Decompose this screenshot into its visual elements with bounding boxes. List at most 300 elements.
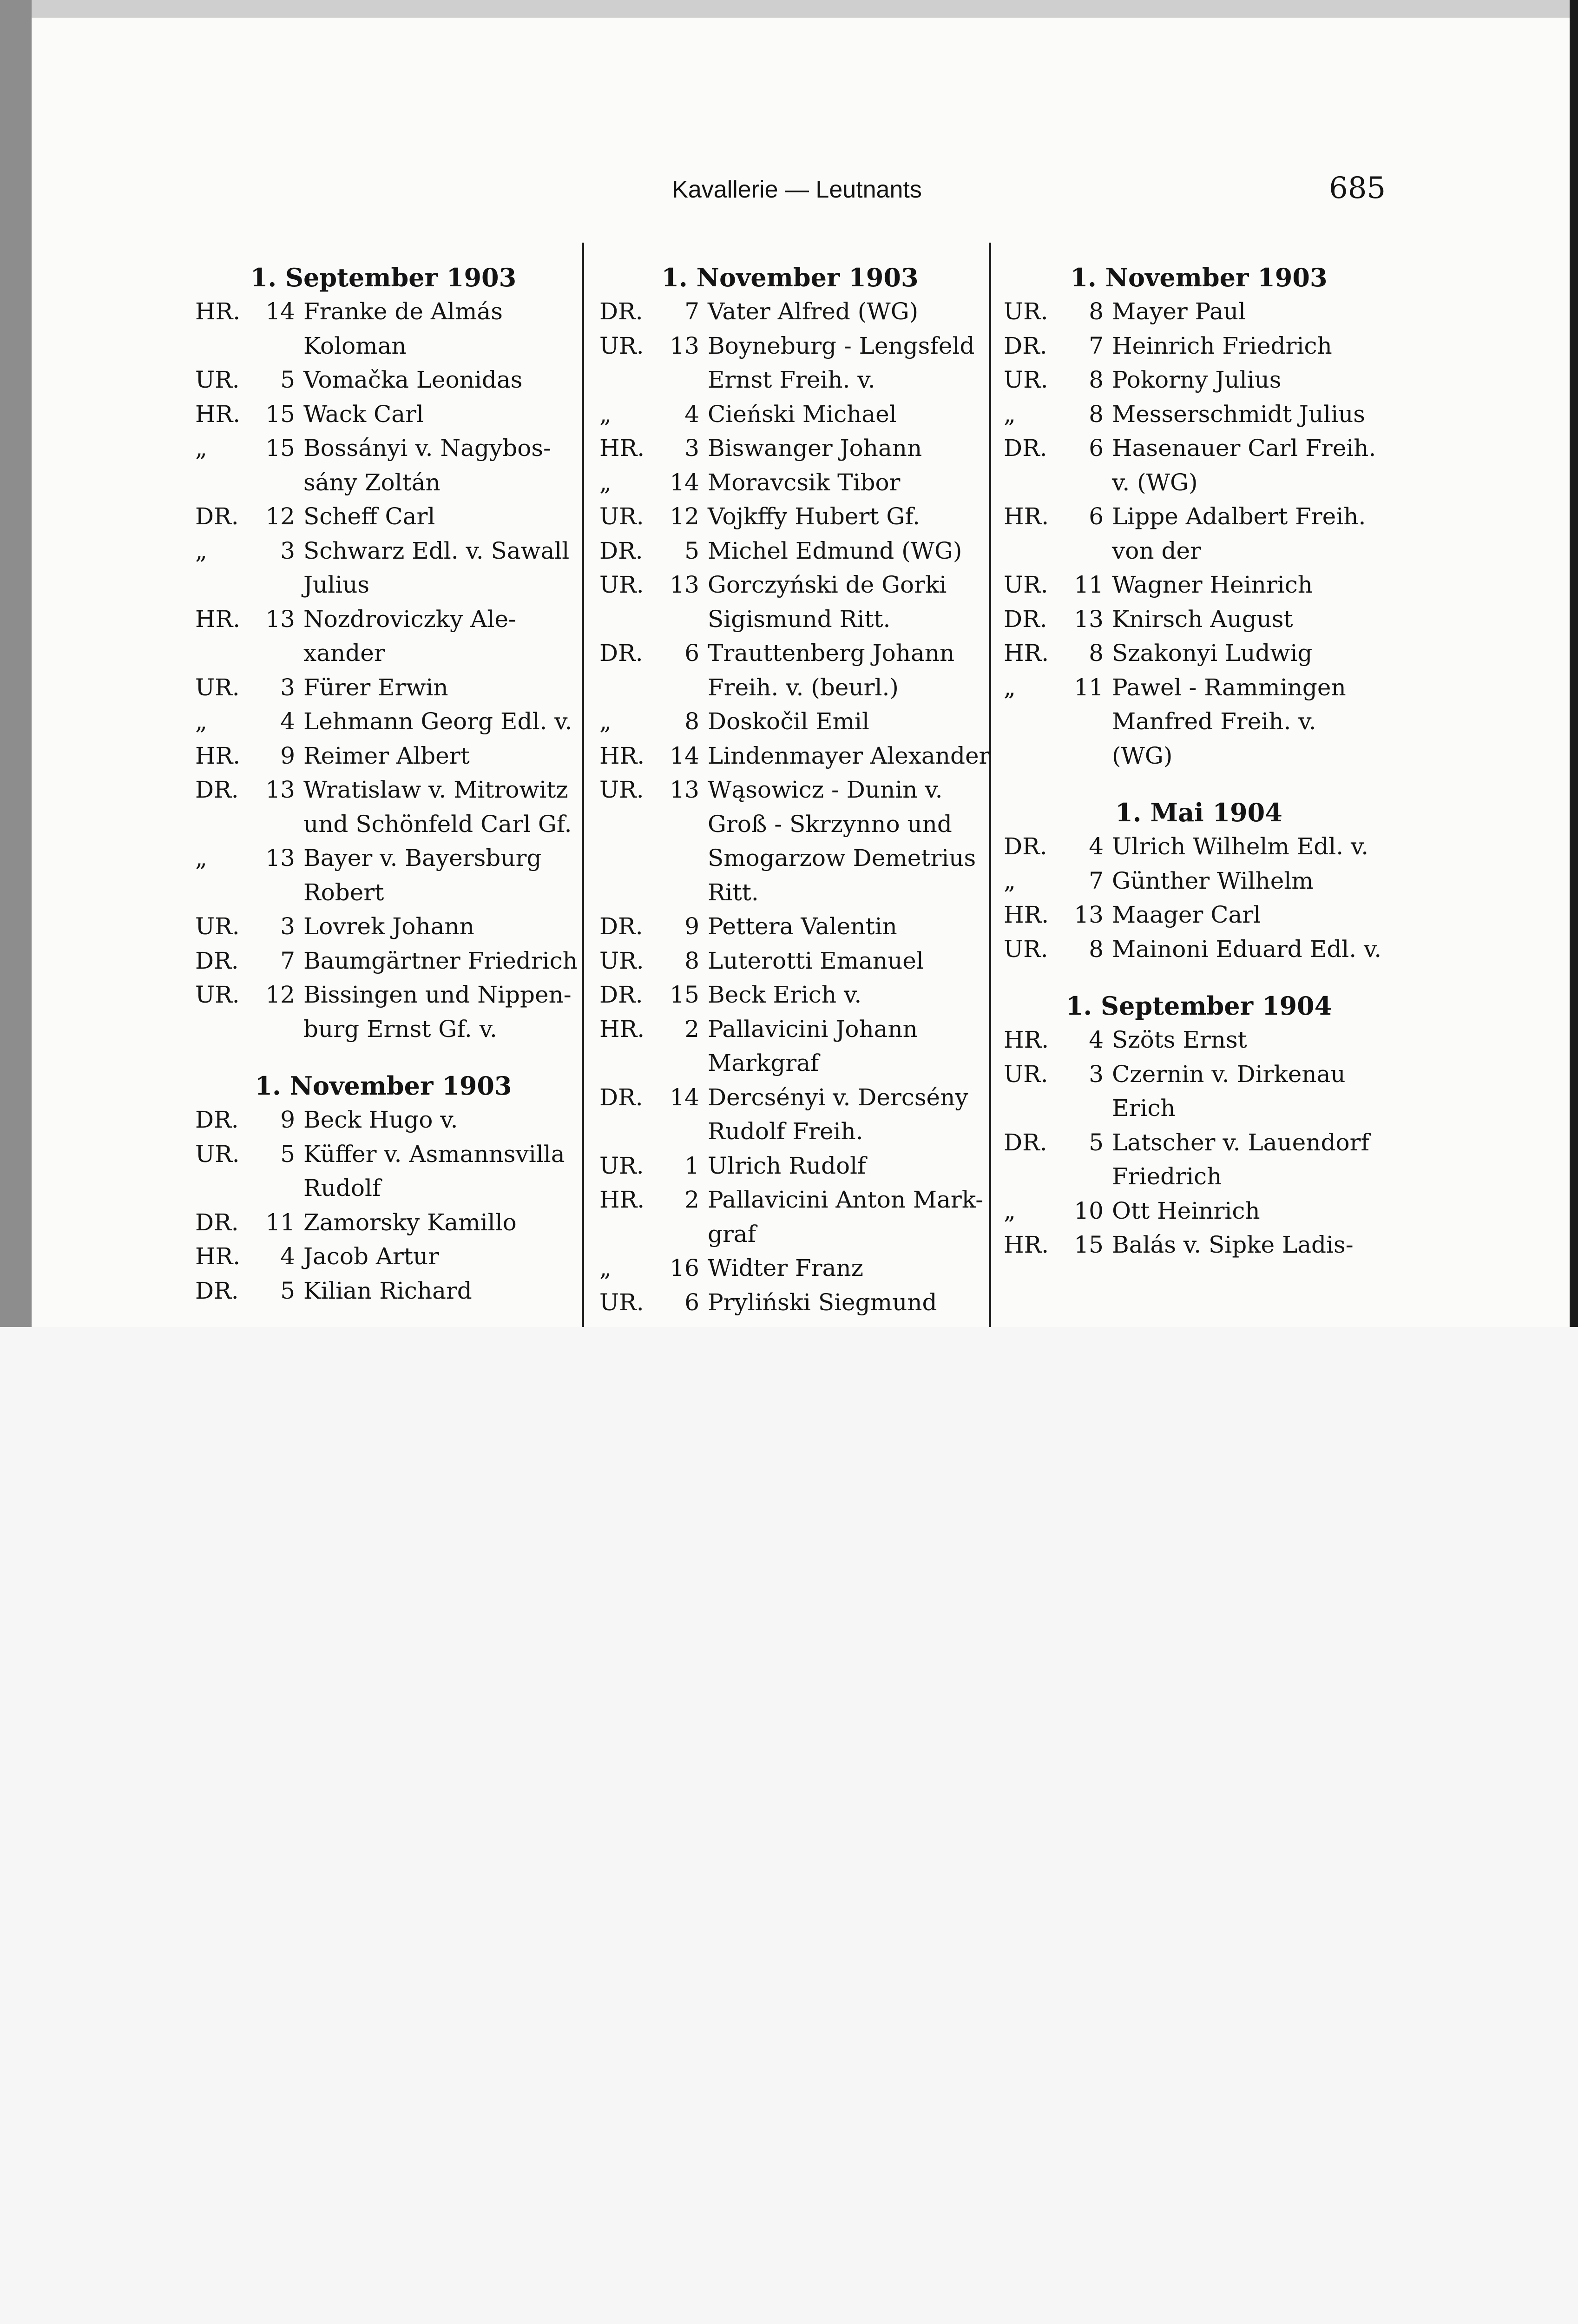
officer-entry <box>599 534 980 568</box>
regiment-number: 13 <box>670 571 699 598</box>
regiment-type: UR. <box>195 1140 240 1168</box>
scan-left-edge <box>0 0 32 1327</box>
officer-entry <box>195 739 572 773</box>
officer-name <box>303 431 572 500</box>
regiment-number: 7 <box>1089 332 1104 359</box>
name-line: Wąsowicz - Dunin v. <box>708 776 943 803</box>
column-1 <box>195 260 578 1308</box>
regiment-type: DR. <box>599 913 643 940</box>
officer-name <box>1112 1057 1394 1126</box>
regiment-type: „ <box>195 435 207 462</box>
officer-entry <box>1004 1228 1394 1262</box>
regiment-type: UR. <box>195 913 240 940</box>
name-line: Gorczyński de Gorki <box>708 571 947 598</box>
officer-entry <box>195 534 572 602</box>
regiment-number: 8 <box>1089 935 1104 963</box>
name-line: (WG) <box>1112 742 1173 769</box>
regiment-type: HR. <box>195 605 241 633</box>
officer-entry <box>599 1286 980 1320</box>
officer-entry <box>195 1206 572 1240</box>
blank-area <box>0 1327 1578 2324</box>
name-line: Balás v. Sipke Ladis- <box>1112 1231 1354 1258</box>
officer-name <box>708 1251 980 1286</box>
name-line: Mainoni Eduard Edl. v. <box>1112 935 1382 963</box>
name-line: Vojkffy Hubert Gf. <box>708 503 920 530</box>
officer-entry <box>1004 1126 1394 1194</box>
regiment-number: 13 <box>265 845 295 872</box>
name-line: Dercsényi v. Dercsény <box>708 1083 968 1111</box>
regiment-type: „ <box>599 469 611 496</box>
name-line: Pokorny Julius <box>1112 366 1282 393</box>
regiment-number: 2 <box>684 1015 699 1043</box>
regiment-type: „ <box>1004 1197 1016 1224</box>
regiment-number: 7 <box>1089 867 1104 894</box>
regiment-number: 4 <box>1089 1026 1104 1053</box>
regiment-type: „ <box>195 708 207 735</box>
officer-entry <box>599 329 980 397</box>
regiment-number: 11 <box>1074 673 1104 701</box>
officer-entry <box>1004 932 1394 967</box>
officer-name <box>1112 636 1394 671</box>
regiment-type: HR. <box>599 742 645 769</box>
regiment-number: 13 <box>1074 605 1104 633</box>
name-line: Cieński Michael <box>708 400 897 428</box>
column-3 <box>1004 260 1394 1262</box>
regiment-type: UR. <box>599 503 644 530</box>
officer-name <box>1112 1194 1394 1228</box>
officer-name <box>303 1240 572 1274</box>
officer-entry <box>1004 636 1394 671</box>
regiment-type: „ <box>1004 400 1016 428</box>
regiment-number: 8 <box>1089 640 1104 667</box>
name-line: xander <box>303 640 385 667</box>
regiment-number: 1 <box>684 1152 699 1179</box>
name-line: Boyneburg - Lengsfeld <box>708 332 975 359</box>
regiment-type: „ <box>1004 673 1016 701</box>
regiment-type: HR. <box>195 1243 241 1270</box>
regiment-type: HR. <box>1004 640 1049 667</box>
officer-entry <box>195 944 578 978</box>
officer-entry <box>1004 830 1394 864</box>
regiment-type: DR. <box>195 776 239 803</box>
officer-name <box>708 431 980 466</box>
name-line: Szöts Ernst <box>1112 1026 1247 1053</box>
regiment-type: UR. <box>1004 1060 1048 1088</box>
name-line: Beck Erich v. <box>708 981 862 1008</box>
regiment-number: 6 <box>1089 435 1104 462</box>
officer-entry <box>195 773 572 841</box>
officer-entry <box>599 739 990 773</box>
regiment-number: 13 <box>670 332 699 359</box>
regiment-type: HR. <box>1004 503 1049 530</box>
name-line: Freih. v. (beurl.) <box>708 673 899 701</box>
regiment-type: DR. <box>1004 833 1047 860</box>
officer-entry <box>599 466 980 500</box>
officer-entry <box>1004 397 1394 432</box>
officer-entry <box>195 1137 572 1206</box>
officer-entry <box>1004 1057 1394 1126</box>
regiment-number: 2 <box>684 1186 699 1213</box>
regiment-type: DR. <box>1004 435 1047 462</box>
name-line: Pawel - Rammingen <box>1112 673 1346 701</box>
officer-name <box>1112 431 1394 500</box>
officer-name <box>708 1286 980 1320</box>
name-line: Koloman <box>303 332 407 359</box>
regiment-number: 5 <box>280 1277 295 1304</box>
regiment-number: 8 <box>1089 400 1104 428</box>
name-line: Biswanger Johann <box>708 435 922 462</box>
regiment-number: 9 <box>684 913 699 940</box>
officer-name <box>1112 1126 1394 1194</box>
regiment-type: DR. <box>599 1083 643 1111</box>
name-line: Schwarz Edl. v. Sawall <box>303 537 570 564</box>
regiment-type: DR. <box>195 1106 239 1133</box>
name-line: Vater Alfred (WG) <box>708 298 919 325</box>
regiment-type: HR. <box>195 400 241 428</box>
regiment-type: UR. <box>599 1152 644 1179</box>
name-line: Wagner Heinrich <box>1112 571 1313 598</box>
name-line: Kilian Richard <box>303 1277 472 1304</box>
regiment-type: „ <box>599 1254 611 1281</box>
officer-entry <box>195 671 572 705</box>
regiment-type: DR. <box>599 537 643 564</box>
officer-name <box>1112 568 1394 602</box>
name-line: Lovrek Johann <box>303 913 474 940</box>
scan-top-edge <box>0 0 1578 18</box>
officer-entry <box>195 705 572 739</box>
officer-name <box>708 1149 980 1183</box>
regiment-number: 8 <box>684 947 699 974</box>
officer-entry <box>599 1251 980 1286</box>
regiment-number: 15 <box>265 400 295 428</box>
regiment-number: 11 <box>1074 571 1104 598</box>
regiment-type: UR. <box>599 776 644 803</box>
regiment-number: 3 <box>280 673 295 701</box>
section-heading: 1. Mai 1904 <box>1115 798 1282 827</box>
regiment-number: 10 <box>1074 1197 1104 1224</box>
name-line: Jacob Artur <box>303 1243 440 1270</box>
officer-entry <box>1004 671 1394 773</box>
name-line: Maager Carl <box>1112 901 1261 928</box>
officer-entry <box>599 705 980 739</box>
page-header-title: Kavallerie — Leutnants <box>672 176 922 203</box>
name-line: Ernst Freih. v. <box>708 366 875 393</box>
regiment-type: UR. <box>195 981 240 1008</box>
regiment-type: UR. <box>1004 571 1048 598</box>
regiment-number: 6 <box>684 640 699 667</box>
officer-entry <box>599 1183 984 1251</box>
officer-name <box>303 1274 572 1308</box>
name-line: Lindenmayer Alexander <box>708 742 990 769</box>
officer-name <box>1112 864 1394 898</box>
regiment-number: 8 <box>1089 298 1104 325</box>
regiment-type: DR. <box>1004 605 1047 633</box>
name-line: Markgraf <box>708 1050 819 1076</box>
regiment-number: 13 <box>265 776 295 803</box>
officer-name <box>708 329 980 397</box>
officer-entry <box>195 1103 572 1137</box>
officer-entry <box>1004 1194 1394 1228</box>
name-line: Julius <box>303 571 370 598</box>
regiment-number: 3 <box>684 435 699 462</box>
officer-name <box>303 841 572 910</box>
officer-name <box>1112 830 1394 864</box>
officer-name <box>1112 397 1394 432</box>
regiment-number: 8 <box>1089 366 1104 393</box>
officer-name <box>303 1206 572 1240</box>
officer-entry <box>599 568 980 636</box>
scan-right-edge <box>1570 0 1578 1327</box>
regiment-type: DR. <box>599 298 643 325</box>
regiment-type: HR. <box>195 742 241 769</box>
officer-name <box>303 1137 572 1206</box>
officer-name <box>1112 602 1394 637</box>
regiment-type: „ <box>599 400 611 428</box>
regiment-number: 4 <box>280 1243 295 1270</box>
name-line: Nozdroviczky Ale- <box>303 605 516 633</box>
officer-entry <box>195 397 572 432</box>
officer-name <box>303 739 572 773</box>
regiment-type: DR. <box>1004 1129 1047 1156</box>
officer-name <box>303 705 572 739</box>
name-line: Ulrich Rudolf <box>708 1152 866 1179</box>
officer-name <box>303 910 572 944</box>
officer-entry <box>599 1149 980 1183</box>
regiment-number: 15 <box>670 981 699 1008</box>
officer-name <box>708 397 980 432</box>
name-line: graf <box>708 1220 756 1248</box>
name-line: Hasenauer Carl Freih. <box>1112 435 1376 462</box>
officer-name <box>708 739 990 773</box>
officer-entry <box>195 910 572 944</box>
officer-name <box>708 1081 980 1149</box>
name-line: Lehmann Georg Edl. v. <box>303 708 572 735</box>
officer-entry <box>599 295 980 329</box>
officer-name <box>708 295 980 329</box>
section-heading: 1. November 1903 <box>1070 263 1328 292</box>
officer-entry <box>1004 898 1394 932</box>
regiment-number: 14 <box>265 298 295 325</box>
section-heading: 1. September 1903 <box>250 263 517 292</box>
regiment-type: UR. <box>599 332 644 359</box>
name-line: Fürer Erwin <box>303 673 448 701</box>
regiment-type: UR. <box>599 947 644 974</box>
officer-entry <box>1004 431 1394 500</box>
officer-entry <box>1004 500 1394 568</box>
officer-name <box>303 295 572 363</box>
regiment-number: 13 <box>1074 901 1104 928</box>
officer-name <box>303 1103 572 1137</box>
officer-name <box>708 705 980 739</box>
officer-name <box>303 602 572 671</box>
name-line: Pettera Valentin <box>708 913 897 940</box>
officer-name <box>1112 1228 1394 1262</box>
regiment-number: 12 <box>670 503 699 530</box>
officer-entry <box>1004 864 1394 898</box>
regiment-number: 11 <box>265 1208 295 1236</box>
officer-name <box>1112 295 1394 329</box>
officer-entry <box>1004 1023 1394 1057</box>
name-line: sány Zoltán <box>303 469 441 496</box>
regiment-number: 3 <box>1089 1060 1104 1088</box>
officer-name <box>1112 363 1394 397</box>
column-divider <box>582 243 584 1327</box>
regiment-type: HR. <box>599 1015 645 1043</box>
regiment-type: HR. <box>1004 1231 1049 1258</box>
officer-name <box>303 534 572 602</box>
name-line: Baumgärtner Friedrich <box>303 947 578 974</box>
regiment-number: 6 <box>1089 503 1104 530</box>
regiment-type: UR. <box>1004 298 1048 325</box>
officer-entry <box>1004 602 1394 637</box>
name-line: Trauttenberg Johann <box>708 640 955 667</box>
officer-name <box>303 944 578 978</box>
regiment-number: 5 <box>684 537 699 564</box>
officer-name <box>303 671 572 705</box>
name-line: Bossányi v. Nagybos- <box>303 435 551 462</box>
name-line: Robert <box>303 878 384 906</box>
officer-entry <box>599 431 980 466</box>
regiment-number: 4 <box>1089 833 1104 860</box>
regiment-number: 15 <box>1074 1231 1104 1258</box>
name-line: Pallavicini Johann <box>708 1015 918 1043</box>
regiment-number: 7 <box>280 947 295 974</box>
regiment-type: UR. <box>195 673 240 701</box>
name-line: Latscher v. Lauendorf <box>1112 1129 1369 1156</box>
officer-name <box>1112 671 1394 773</box>
name-line: Ritt. <box>708 878 759 906</box>
officer-entry <box>599 500 980 534</box>
regiment-number: 12 <box>265 981 295 1008</box>
regiment-type: HR. <box>599 1186 645 1213</box>
officer-name <box>303 363 572 397</box>
officer-name <box>1112 932 1394 967</box>
column-divider <box>989 243 991 1327</box>
name-line: Wratislaw v. Mitrowitz <box>303 776 568 803</box>
regiment-number: 13 <box>670 776 699 803</box>
page-number: 685 <box>1329 171 1386 205</box>
name-line: und Schönfeld Carl Gf. <box>303 810 572 838</box>
name-line: Moravcsik Tibor <box>708 469 901 496</box>
name-line: Rudolf Freih. <box>708 1118 863 1145</box>
section-heading: 1. November 1903 <box>255 1071 512 1101</box>
regiment-type: UR. <box>599 571 644 598</box>
regiment-number: 15 <box>265 435 295 462</box>
officer-entry <box>195 602 572 671</box>
name-line: Manfred Freih. v. <box>1112 708 1316 735</box>
name-line: Mayer Paul <box>1112 298 1246 325</box>
officer-name <box>708 978 980 1012</box>
regiment-number: 4 <box>684 400 699 428</box>
name-line: Rudolf <box>303 1175 381 1202</box>
officer-entry <box>599 397 980 432</box>
officer-name <box>303 773 572 841</box>
name-line: Michel Edmund (WG) <box>708 537 962 564</box>
name-line: Sigismund Ritt. <box>708 605 891 633</box>
regiment-type: DR. <box>195 947 239 974</box>
officer-name <box>708 534 980 568</box>
name-line: v. (WG) <box>1112 469 1198 496</box>
name-line: Knirsch August <box>1112 605 1293 633</box>
regiment-number: 12 <box>265 503 295 530</box>
regiment-number: 6 <box>684 1288 699 1316</box>
officer-name <box>708 466 980 500</box>
officer-name <box>708 636 980 705</box>
name-line: Erich <box>1112 1095 1176 1122</box>
officer-name <box>1112 898 1394 932</box>
officer-entry <box>1004 329 1394 363</box>
name-line: Reimer Albert <box>303 742 470 769</box>
name-line: Lippe Adalbert Freih. <box>1112 503 1366 530</box>
regiment-number: 8 <box>684 708 699 735</box>
name-line: Pallavicini Anton Mark- <box>708 1186 984 1213</box>
regiment-number: 14 <box>670 1083 699 1111</box>
name-line: von der <box>1112 537 1201 564</box>
regiment-type: HR. <box>1004 901 1049 928</box>
name-line: Küffer v. Asmannsvilla <box>303 1140 565 1168</box>
officer-entry <box>599 910 980 944</box>
regiment-number: 14 <box>670 742 699 769</box>
name-line: Vomačka Leonidas <box>303 366 523 393</box>
regiment-number: 5 <box>1089 1129 1104 1156</box>
officer-entry <box>1004 295 1394 329</box>
regiment-type: DR. <box>599 981 643 1008</box>
regiment-type: UR. <box>599 1288 644 1316</box>
officer-name <box>708 910 980 944</box>
name-line: Friedrich <box>1112 1163 1222 1190</box>
regiment-type: DR. <box>1004 332 1047 359</box>
name-line: Widter Franz <box>708 1254 863 1281</box>
officer-name <box>708 944 980 978</box>
officer-entry <box>599 978 980 1012</box>
regiment-type: UR. <box>1004 366 1048 393</box>
regiment-number: 9 <box>280 742 295 769</box>
name-line: Ulrich Wilhelm Edl. v. <box>1112 833 1369 860</box>
regiment-type: HR. <box>1004 1026 1049 1053</box>
column-2 <box>599 260 990 1320</box>
section-heading: 1. November 1903 <box>661 263 919 292</box>
regiment-type: UR. <box>195 366 240 393</box>
name-line: Bayer v. Bayersburg <box>303 845 542 872</box>
regiment-type: DR. <box>195 1277 239 1304</box>
officer-entry <box>195 1274 572 1308</box>
name-line: Ott Heinrich <box>1112 1197 1260 1224</box>
officer-entry <box>195 978 572 1046</box>
regiment-type: HR. <box>195 298 241 325</box>
section-heading: 1. September 1904 <box>1065 991 1332 1021</box>
name-line: Günther Wilhelm <box>1112 867 1314 894</box>
regiment-type: „ <box>599 708 611 735</box>
name-line: Zamorsky Kamillo <box>303 1208 517 1236</box>
name-line: Smogarzow Demetrius <box>708 845 976 872</box>
name-line: Franke de Almás <box>303 298 503 325</box>
regiment-type: „ <box>195 845 207 872</box>
regiment-type: „ <box>195 537 207 564</box>
regiment-type: DR. <box>195 503 239 530</box>
officer-entry <box>195 295 572 363</box>
officer-entry <box>1004 568 1394 602</box>
officer-name <box>708 773 980 910</box>
name-line: Groß - Skrzynno und <box>708 810 952 838</box>
regiment-number: 9 <box>280 1106 295 1133</box>
regiment-type: HR. <box>599 435 645 462</box>
regiment-type: UR. <box>1004 935 1048 963</box>
name-line: Messerschmidt Julius <box>1112 400 1365 428</box>
officer-entry <box>195 431 572 500</box>
regiment-number: 4 <box>280 708 295 735</box>
name-line: Szakonyi Ludwig <box>1112 640 1313 667</box>
officer-name <box>303 397 572 432</box>
